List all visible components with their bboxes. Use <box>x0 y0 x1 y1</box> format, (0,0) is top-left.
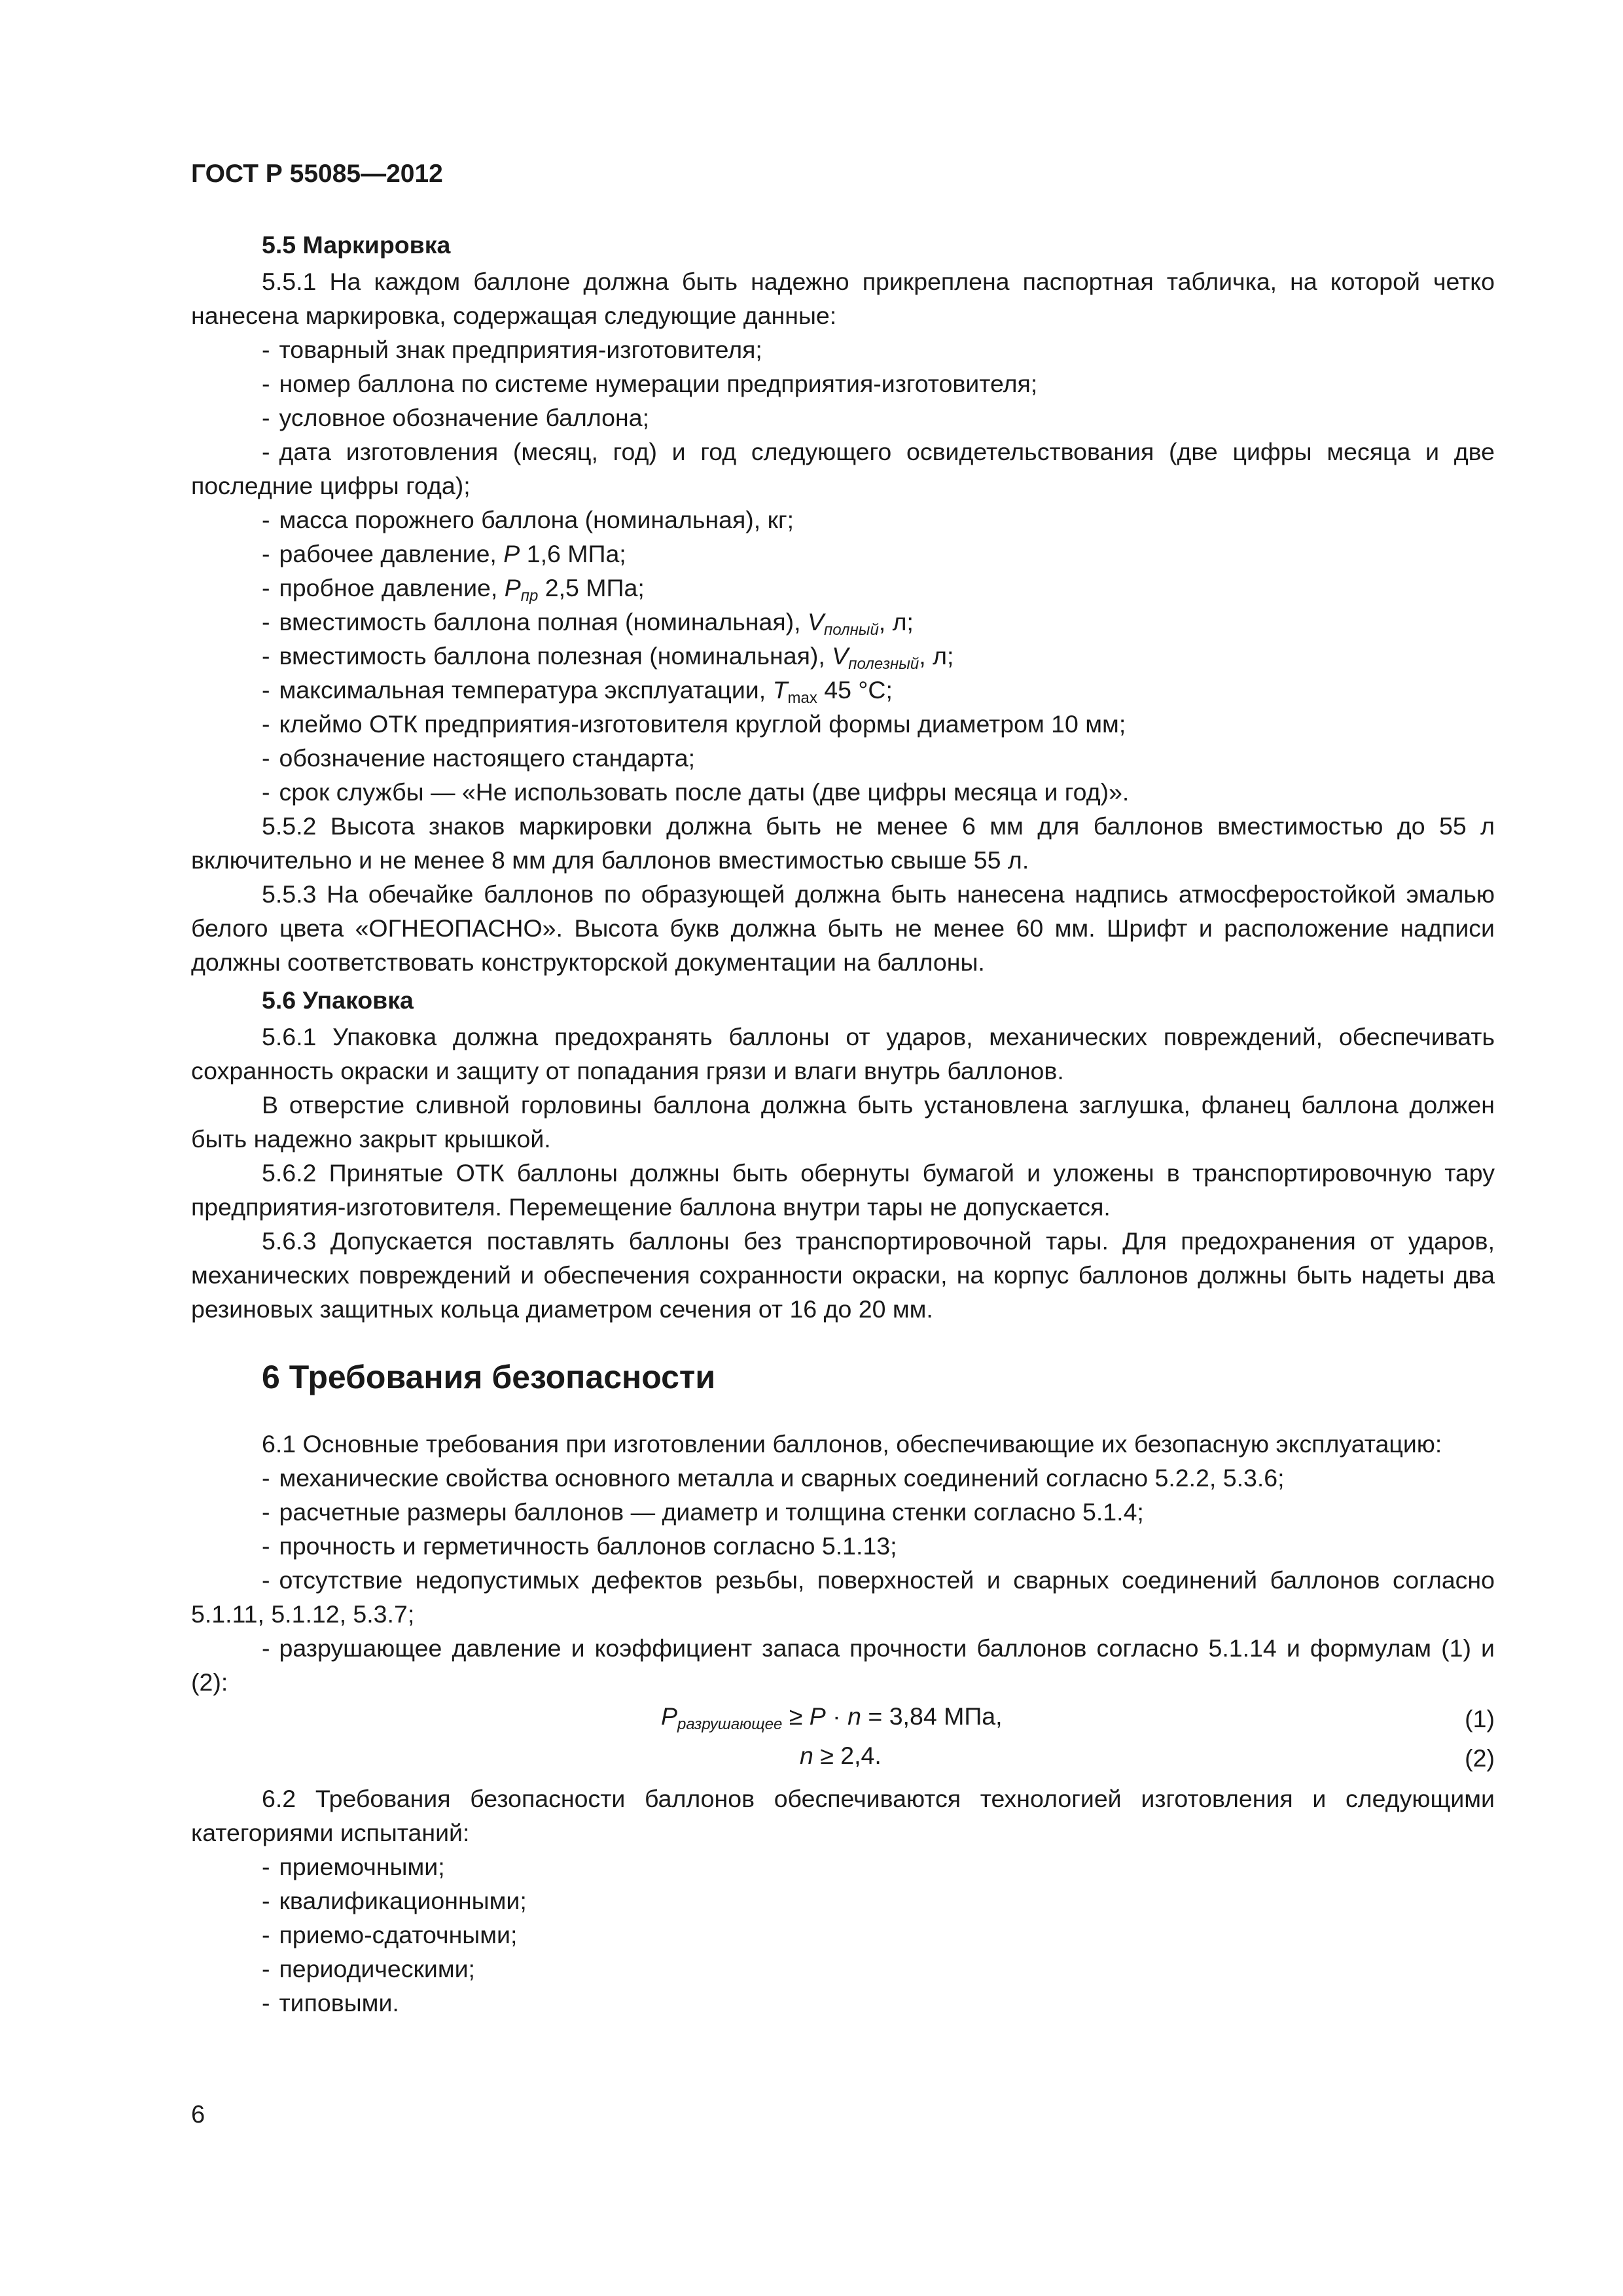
list-item-full-volume: - вместимость баллона полная (номинальная), $V_{полный}$, л; <box>262 608 914 639</box>
list-item: - товарный знак предприятия-изготовителя; <box>262 336 762 363</box>
formula-2-expression: n ≥ 2,4. <box>800 1742 882 1769</box>
page-number: 6 <box>191 2101 205 2128</box>
list-item: - условное обозначение баллона; <box>262 404 650 431</box>
list-item-test-pressure: - пробное давление, $P_{пр}$ 2,5 МПа; <box>262 574 645 605</box>
paragraph-5-5-3: 5.5.3 На обечайке баллонов по образующей должна быть нанесена надпись атмосферостойкой эмалью белого цвета «ОГНЕОПАСНО». Высота букв должна быть не менее 60 мм. Шрифт и расположение надписи должны соответствовать конструкторской документации на баллоны. <box>191 880 1495 976</box>
list-item: - расчетные размеры баллонов — диаметр и толщина стенки согласно 5.1.4; <box>262 1498 1144 1526</box>
list-item-max-temperature: - максимальная температура эксплуатации, $T_{max}$ 45 °C; <box>262 676 893 707</box>
list-item-working-pressure: - рабочее давление, P 1,6 МПа; <box>262 540 626 567</box>
list-item: - приемочными; <box>262 1853 445 1880</box>
formula-1-number: (1) <box>1465 1705 1495 1732</box>
document-body <box>191 228 1495 2020</box>
section-heading-5-5: 5.5 Маркировка <box>262 231 451 259</box>
list-item: - квалификационными; <box>262 1887 527 1914</box>
section-heading-6: 6 Требования безопасности <box>262 1359 716 1395</box>
list-item: - периодическими; <box>262 1955 475 1982</box>
list-item: - масса порожнего баллона (номинальная), кг; <box>262 506 794 533</box>
paragraph-5-5-1: 5.5.1 На каждом баллоне должна быть надежно прикреплена паспортная табличка, на которой четко нанесена маркировка, содержащая следующие данные: <box>191 268 1495 329</box>
list-item: - клеймо ОТК предприятия-изготовителя круглой формы диаметром 10 мм; <box>262 710 1126 738</box>
list-item: - прочность и герметичность баллонов согласно 5.1.13; <box>262 1532 897 1560</box>
paragraph-5-6-1: 5.6.1 Упаковка должна предохранять баллоны от ударов, механических повреждений, обеспечивать сохранность окраски и защиту от попадания грязи и влаги внутрь баллонов. <box>191 1023 1495 1085</box>
paragraph-5-6-2: 5.6.2 Принятые ОТК баллоны должны быть обернуты бумагой и уложены в транспортировочную тару предприятия-изготовителя. Перемещение баллона внутри тары не допускается. <box>191 1159 1495 1221</box>
document-code: ГОСТ Р 55085—2012 <box>191 160 443 188</box>
paragraph-6-1: 6.1 Основные требования при изготовлении баллонов, обеспечивающие их безопасную эксплуатацию: <box>262 1430 1442 1458</box>
paragraph-5-5-2: 5.5.2 Высота знаков маркировки должна быть не менее 6 мм для баллонов вместимостью до 55 л включительно и не менее 8 мм для баллонов вместимостью свыше 55 л. <box>191 812 1495 874</box>
list-item: - приемо-сдаточными; <box>262 1921 518 1948</box>
list-item: - номер баллона по системе нумерации предприятия-изготовителя; <box>262 370 1038 397</box>
list-item: - срок службы — «Не использовать после даты (две цифры месяца и год)». <box>262 778 1130 806</box>
list-item: - типовыми. <box>262 1989 399 2017</box>
section-heading-5-6: 5.6 Упаковка <box>262 986 414 1014</box>
paragraph-5-6-1-cont: В отверстие сливной горловины баллона должна быть установлена заглушка, фланец баллона должен быть надежно закрыт крышкой. <box>191 1091 1495 1153</box>
list-item-useful-volume: - вместимость баллона полезная (номинальная), $V_{полезный}$, л; <box>262 642 954 673</box>
list-item: - отсутствие недопустимых дефектов резьбы, поверхностей и сварных соединений баллонов согласно 5.1.11, 5.1.12, 5.3.7; <box>191 1566 1495 1628</box>
list-item: - обозначение настоящего стандарта; <box>262 744 696 772</box>
paragraph-5-6-3: 5.6.3 Допускается поставлять баллоны без транспортировочной тары. Для предохранения от ударов, механических повреждений и обеспечения сохранности окраски, на корпус баллонов должны быть надеты два резиновых защитных кольца диаметром сечения от 16 до 20 мм. <box>191 1227 1495 1323</box>
formula-2-number: (2) <box>1465 1744 1495 1772</box>
list-item: - дата изготовления (месяц, год) и год следующего освидетельствования (две цифры месяца и две последние цифры года); <box>191 438 1495 499</box>
formula-1 <box>191 1699 1495 1738</box>
paragraph-6-2: 6.2 Требования безопасности баллонов обеспечиваются технологией изготовления и следующими категориями испытаний: <box>191 1785 1495 1846</box>
formula-2 <box>191 1738 1495 1778</box>
formula-1-expression: $P_{разрушающее} \ge P \cdot n = 3,84$ МПа, <box>661 1702 1003 1733</box>
list-item: - разрушающее давление и коэффициент запаса прочности баллонов согласно 5.1.14 и формулам (1) и (2): <box>191 1634 1495 1696</box>
list-item: - механические свойства основного металла и сварных соединений согласно 5.2.2, 5.3.6; <box>262 1464 1285 1492</box>
